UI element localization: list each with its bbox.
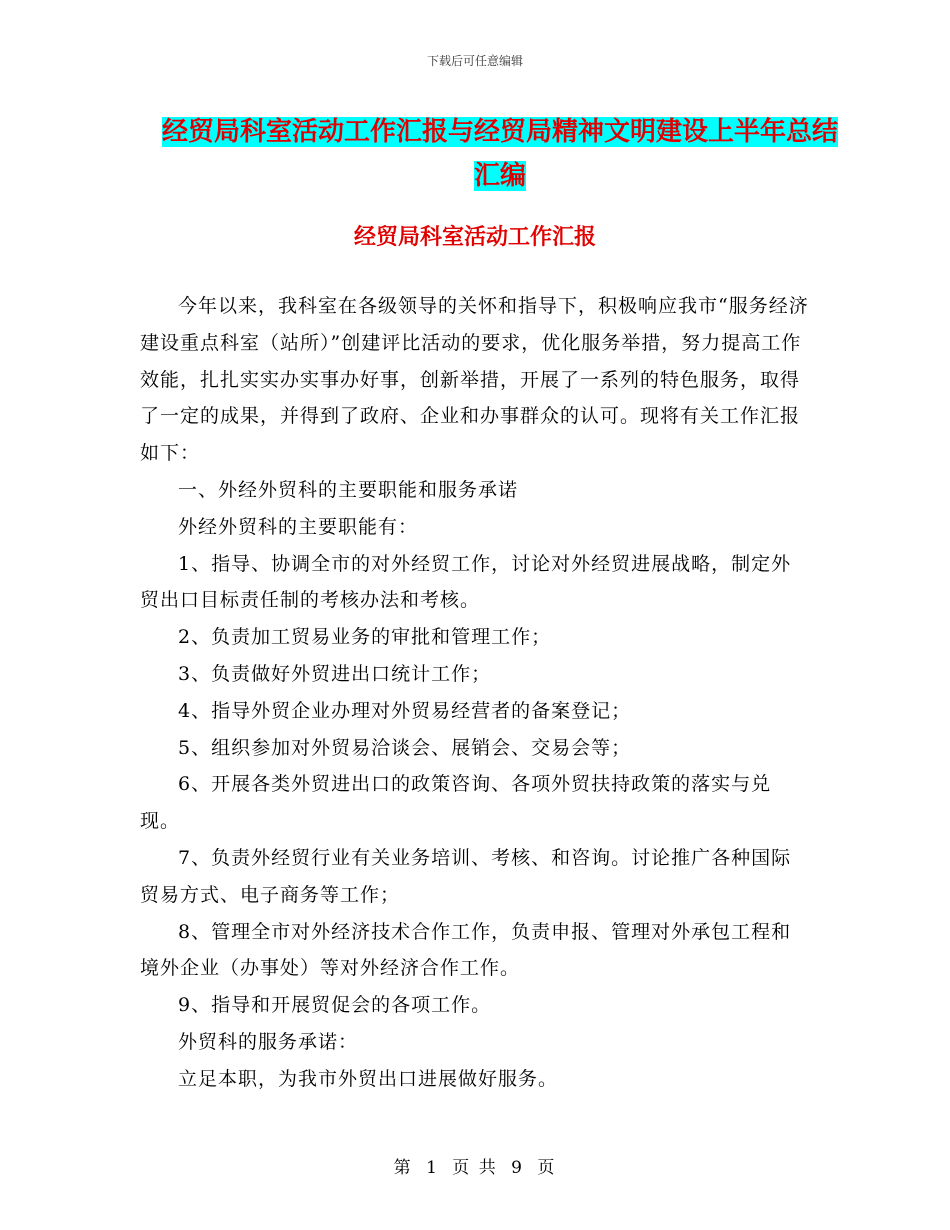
section-title: 经贸局科室活动工作汇报 <box>353 225 596 250</box>
paragraph: 立足本职，为我市外贸出口进展做好服务。 <box>178 1067 559 1090</box>
document-title-text: 经贸局科室活动工作汇报与经贸局精神文明建设上半年总结汇编 <box>161 117 838 191</box>
page-suffix: 页 <box>537 1158 557 1178</box>
paragraph: 5、组织参加对外贸易洽谈会、展销会、交易会等； <box>178 736 632 759</box>
paragraph: 3、负责做好外贸进出口统计工作； <box>178 662 492 685</box>
paragraph: 6、开展各类外贸进出口的政策咨询、各项外贸扶持政策的落实与兑现。 <box>140 773 772 833</box>
paragraph: 8、管理全市对外经济技术合作工作，负责申报、管理对外承包工程和境外企业（办事处）等对外经济合作工作。 <box>140 920 792 980</box>
paragraph: 今年以来，我科室在各级领导的关怀和指导下，积极响应我市“服务经济建设重点科室（站所）”创建评比活动的要求，优化服务举措，努力提高工作效能，扎扎实实办实事办好事，创新举措，开展了一系列的特色服务，取得了一定的成果，并得到了政府、企业和办事群众的认可。现将有关工作汇报如下： <box>140 295 809 465</box>
page-footer <box>0 1153 950 1178</box>
header-note: 下载后可任意编辑 <box>426 54 523 68</box>
page-prefix: 第 <box>393 1158 413 1178</box>
paragraph: 2、负责加工贸易业务的审批和管理工作； <box>178 626 552 649</box>
paragraph: 外经外贸科的主要职能有： <box>178 515 419 538</box>
page-total: 9 <box>511 1158 524 1178</box>
paragraph: 4、指导外贸企业办理对外贸易经营者的备案登记； <box>178 699 632 722</box>
paragraph: 一、外经外贸科的主要职能和服务承诺 <box>178 478 519 501</box>
page-mid: 页 共 <box>452 1158 498 1178</box>
paragraph: 7、负责外经贸行业有关业务培训、考核、和咨询。讨论推广各种国际贸易方式、电子商务等工作； <box>140 846 792 906</box>
paragraph: 1、指导、协调全市的对外经贸工作，讨论对外经贸进展战略，制定外贸出口目标责任制的考核办法和考核。 <box>140 552 792 612</box>
document-body <box>140 288 810 1098</box>
paragraph: 外贸科的服务承诺： <box>178 1030 359 1053</box>
paragraph: 9、指导和开展贸促会的各项工作。 <box>178 994 492 1017</box>
document-title <box>150 110 850 198</box>
page-number: 1 <box>426 1158 439 1178</box>
